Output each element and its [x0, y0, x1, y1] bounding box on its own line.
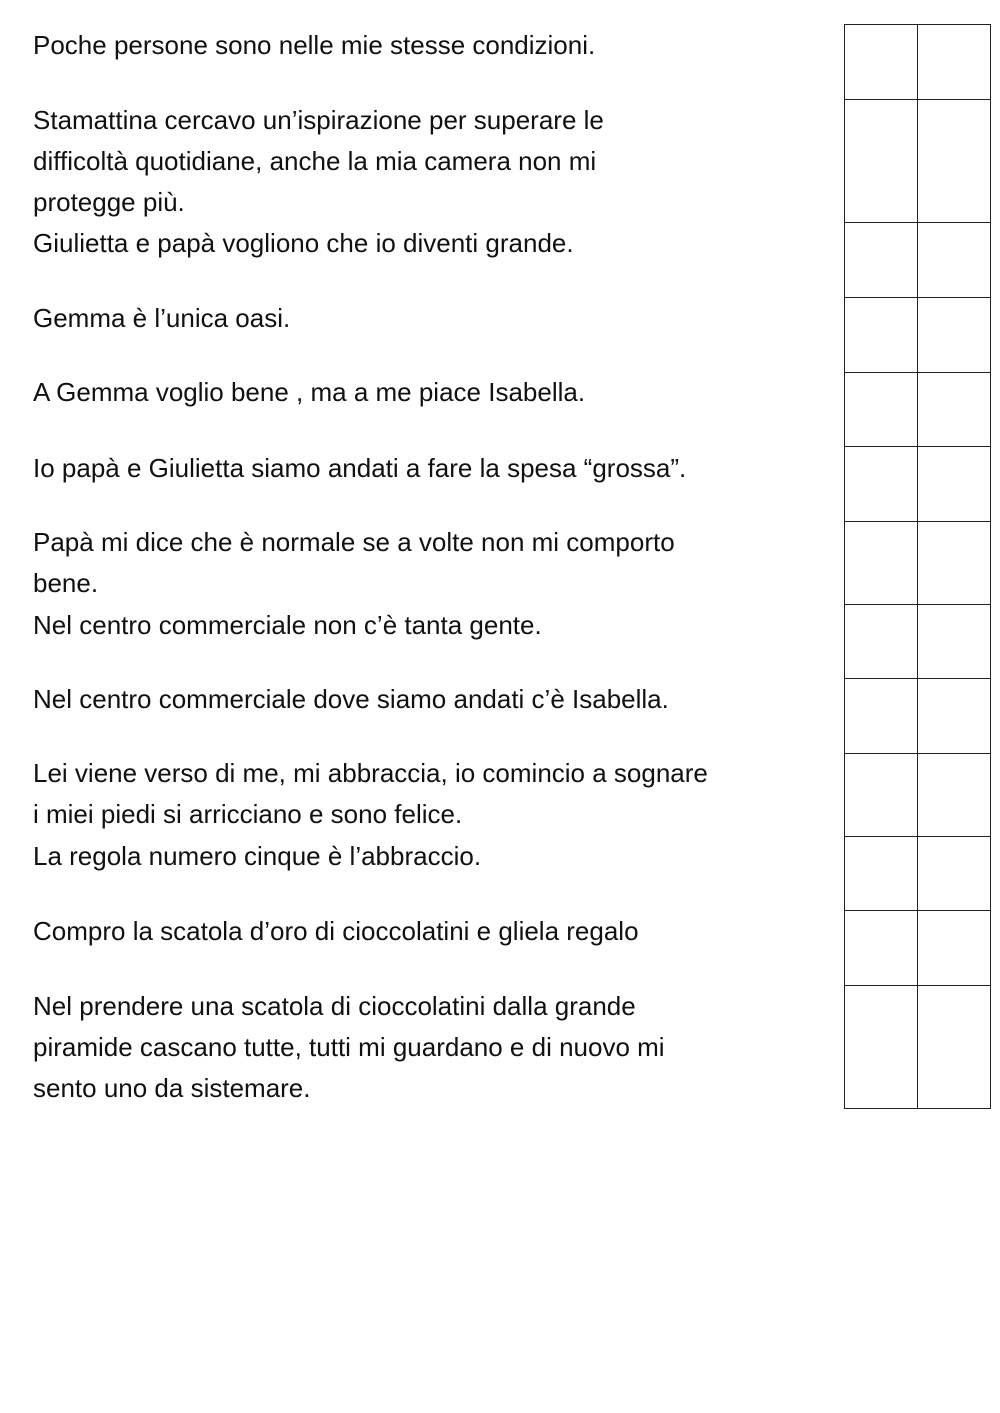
sentence-13: Nel prendere una scatola di cioccolatini dalla grande piramide cascano tutte, tutti mi guardano e di nuovo mi sento uno da sistemare.	[33, 991, 665, 1103]
answer-box[interactable]	[845, 679, 918, 754]
answer-box[interactable]	[845, 447, 918, 522]
answer-box[interactable]	[918, 754, 991, 837]
sentence-7: Papà mi dice che è normale se a volte non mi comporto bene.	[33, 527, 675, 598]
answer-box[interactable]	[845, 223, 918, 298]
answer-box[interactable]	[918, 605, 991, 679]
answer-box[interactable]	[845, 373, 918, 447]
answer-box[interactable]	[918, 522, 991, 605]
grid-row-10	[845, 754, 991, 837]
sentence-2: Stamattina cercavo un’ispirazione per superare le difficoltà quotidiane, anche la mia camera non mi protegge più.	[33, 105, 604, 217]
sentence-12: Compro la scatola d’oro di cioccolatini e gliela regalo	[33, 916, 639, 946]
sentence-10: Lei viene verso di me, mi abbraccia, io comincio a sognare i miei piedi si arricciano e sono felice.	[33, 758, 708, 829]
answer-box[interactable]	[845, 605, 918, 679]
answer-box[interactable]	[845, 100, 918, 223]
grid-row-8	[845, 605, 991, 679]
answer-box[interactable]	[918, 837, 991, 911]
sentence-3: Giulietta e papà vogliono che io diventi grande.	[33, 228, 574, 258]
answer-box[interactable]	[845, 754, 918, 837]
grid-row-7	[845, 522, 991, 605]
grid-row-11	[845, 837, 991, 911]
grid-row-4	[845, 298, 991, 373]
grid-row-5	[845, 373, 991, 447]
answer-box[interactable]	[918, 911, 991, 986]
answer-box[interactable]	[918, 100, 991, 223]
answer-box[interactable]	[918, 986, 991, 1109]
grid-row-3	[845, 223, 991, 298]
grid-row-2	[845, 100, 991, 223]
sentence-11: La regola numero cinque è l’abbraccio.	[33, 841, 482, 871]
sentence-9: Nel centro commerciale dove siamo andati c’è Isabella.	[33, 684, 669, 714]
sentence-6: Io papà e Giulietta siamo andati a fare la spesa “grossa”.	[33, 453, 687, 483]
answer-grid	[844, 24, 991, 1109]
answer-box[interactable]	[918, 25, 991, 100]
answer-box[interactable]	[845, 986, 918, 1109]
answer-box[interactable]	[918, 223, 991, 298]
grid-row-6	[845, 447, 991, 522]
grid-row-9	[845, 679, 991, 754]
grid-row-1	[845, 25, 991, 100]
answer-box[interactable]	[918, 679, 991, 754]
answer-box[interactable]	[845, 298, 918, 373]
sentence-1: Poche persone sono nelle mie stesse condizioni.	[33, 30, 596, 60]
answer-box[interactable]	[845, 522, 918, 605]
answer-box[interactable]	[845, 911, 918, 986]
answer-box[interactable]	[845, 837, 918, 911]
sentence-8: Nel centro commerciale non c’è tanta gente.	[33, 610, 542, 640]
answer-box[interactable]	[918, 373, 991, 447]
sentence-4: Gemma è l’unica oasi.	[33, 303, 291, 333]
sentence-5: A Gemma voglio bene , ma a me piace Isabella.	[33, 377, 586, 407]
grid-row-12	[845, 911, 991, 986]
grid-row-13	[845, 986, 991, 1109]
answer-box[interactable]	[918, 298, 991, 373]
answer-box[interactable]	[845, 25, 918, 100]
answer-box[interactable]	[918, 447, 991, 522]
